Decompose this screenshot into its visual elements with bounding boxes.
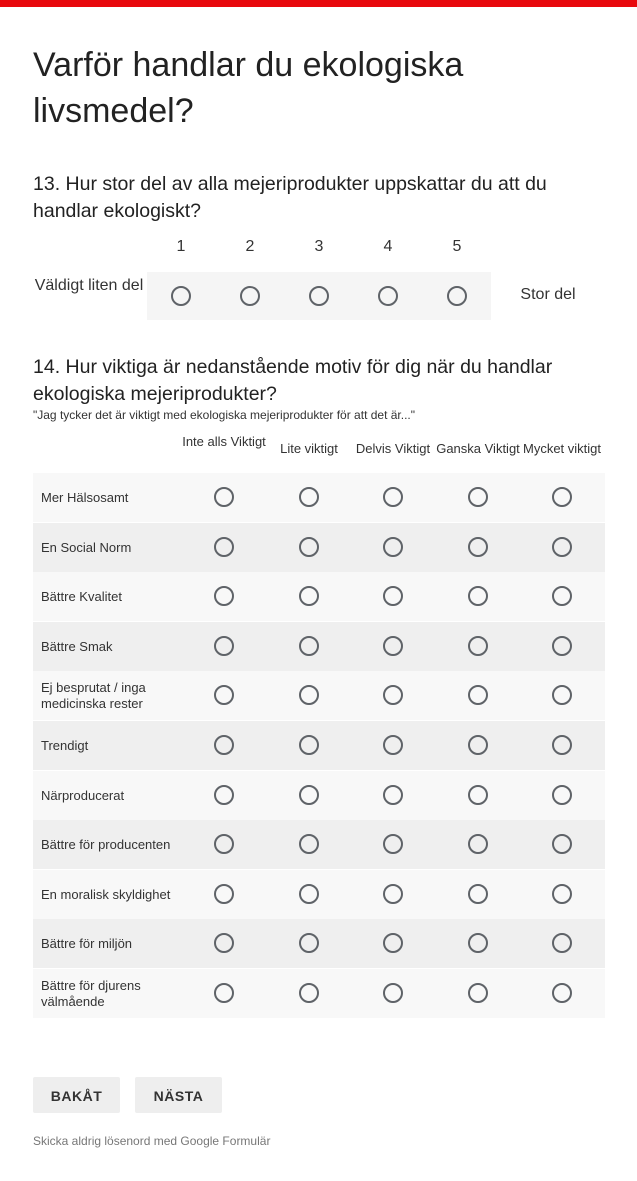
grid-row-label: Bättre för djurens välmående <box>41 977 141 1009</box>
grid-row <box>33 572 605 621</box>
grid-radio[interactable] <box>214 735 234 755</box>
grid-row-label: Trendigt <box>41 737 89 753</box>
grid-row-label: Bättre för producenten <box>41 836 171 852</box>
grid-row-label: En moralisk skyldighet <box>41 886 171 902</box>
grid-radio[interactable] <box>468 735 488 755</box>
grid-row-label: Mer Hälsosamt <box>41 489 129 505</box>
grid-radio[interactable] <box>552 636 572 656</box>
scale-radio-5[interactable] <box>447 286 467 306</box>
next-button[interactable]: NÄSTA <box>135 1077 222 1113</box>
grid-radio[interactable] <box>214 685 234 705</box>
grid-radio[interactable] <box>552 487 572 507</box>
scale-radio-1[interactable] <box>171 286 191 306</box>
scale-number: 5 <box>452 238 462 255</box>
grid-radio[interactable] <box>214 834 234 854</box>
grid-row <box>33 771 605 820</box>
grid-radio[interactable] <box>468 785 488 805</box>
grid-radio[interactable] <box>552 983 572 1003</box>
grid-radio[interactable] <box>214 636 234 656</box>
grid-radio[interactable] <box>299 983 319 1003</box>
grid-radio[interactable] <box>299 884 319 904</box>
back-button[interactable]: BAKÅT <box>33 1077 120 1113</box>
scale-number: 2 <box>245 238 255 255</box>
scale-number: 4 <box>383 238 393 255</box>
grid-radio[interactable] <box>214 487 234 507</box>
grid-radio[interactable] <box>552 834 572 854</box>
grid-radio[interactable] <box>214 983 234 1003</box>
grid-radio[interactable] <box>383 487 403 507</box>
grid-radio[interactable] <box>214 537 234 557</box>
grid-column-header: Mycket viktigt <box>522 441 601 456</box>
grid-radio[interactable] <box>299 834 319 854</box>
grid-radio[interactable] <box>468 834 488 854</box>
grid-radio[interactable] <box>383 636 403 656</box>
grid-radio[interactable] <box>214 933 234 953</box>
grid-radio[interactable] <box>552 933 572 953</box>
grid-radio[interactable] <box>299 933 319 953</box>
top-accent-bar <box>0 0 637 7</box>
grid-radio[interactable] <box>383 537 403 557</box>
grid-column-header: Ganska Viktigt <box>436 441 520 456</box>
grid-column-header: Inte alls Viktigt <box>182 434 266 449</box>
grid-radio[interactable] <box>468 586 488 606</box>
grid-radio[interactable] <box>468 487 488 507</box>
grid-radio[interactable] <box>468 685 488 705</box>
grid-radio[interactable] <box>468 983 488 1003</box>
grid-radio[interactable] <box>214 785 234 805</box>
grid-radio[interactable] <box>468 537 488 557</box>
grid-row-label: Bättre Smak <box>41 638 113 654</box>
grid-radio[interactable] <box>552 735 572 755</box>
scale-radio-4[interactable] <box>378 286 398 306</box>
grid-radio[interactable] <box>552 884 572 904</box>
grid-row <box>33 820 605 869</box>
question-13-title: 13. Hur stor del av alla mejeriprodukter uppskattar du att du handlar ekologiskt? <box>33 173 547 222</box>
grid-column-header: Lite viktigt <box>280 441 338 456</box>
grid-radio[interactable] <box>299 685 319 705</box>
grid-radio[interactable] <box>299 487 319 507</box>
grid-row <box>33 473 605 522</box>
grid-radio[interactable] <box>383 735 403 755</box>
grid-row <box>33 721 605 770</box>
grid-row <box>33 969 605 1018</box>
grid-radio[interactable] <box>383 884 403 904</box>
grid-radio[interactable] <box>383 586 403 606</box>
grid-radio[interactable] <box>299 586 319 606</box>
grid-row-label: Närproducerat <box>41 787 125 803</box>
question-14-title: 14. Hur viktiga är nedanstående motiv för dig när du handlar ekologiska mejeriprodukter? <box>33 356 553 405</box>
grid-row <box>33 919 605 968</box>
scale-left-label: Väldigt liten del <box>34 277 144 294</box>
grid-row <box>33 671 605 720</box>
grid-radio[interactable] <box>468 884 488 904</box>
grid-radio[interactable] <box>383 933 403 953</box>
scale-radio-3[interactable] <box>309 286 329 306</box>
grid-row <box>33 870 605 919</box>
grid-radio[interactable] <box>552 537 572 557</box>
scale-right-label: Stor del <box>520 286 576 303</box>
scale-number: 3 <box>314 238 324 255</box>
grid-row-label: Bättre Kvalitet <box>41 588 122 604</box>
grid-radio[interactable] <box>383 785 403 805</box>
grid-row <box>33 622 605 671</box>
scale-radio-2[interactable] <box>240 286 260 306</box>
grid-radio[interactable] <box>299 785 319 805</box>
page-title: Varför handlar du ekologiska livsmedel? <box>33 46 464 130</box>
question-14-description: "Jag tycker det är viktigt med ekologiska mejeriprodukter för att det är..." <box>33 408 416 422</box>
grid-radio[interactable] <box>552 785 572 805</box>
grid-row-label: Ej besprutat / inga medicinska rester <box>41 679 146 711</box>
grid-radio[interactable] <box>214 586 234 606</box>
grid-radio[interactable] <box>299 537 319 557</box>
grid-radio[interactable] <box>383 834 403 854</box>
footer-notice: Skicka aldrig lösenord med Google Formulär <box>33 1134 271 1148</box>
grid-radio[interactable] <box>552 685 572 705</box>
grid-radio[interactable] <box>214 884 234 904</box>
grid-radio[interactable] <box>468 636 488 656</box>
grid-row <box>33 523 605 572</box>
grid-row-label: En Social Norm <box>41 539 132 555</box>
scale-number: 1 <box>176 238 186 255</box>
grid-radio[interactable] <box>468 933 488 953</box>
grid-row-label: Bättre för miljön <box>41 935 133 951</box>
grid-radio[interactable] <box>552 586 572 606</box>
grid-radio[interactable] <box>299 735 319 755</box>
grid-radio[interactable] <box>383 685 403 705</box>
grid-column-header: Delvis Viktigt <box>355 441 431 456</box>
grid-radio[interactable] <box>383 983 403 1003</box>
grid-radio[interactable] <box>299 636 319 656</box>
